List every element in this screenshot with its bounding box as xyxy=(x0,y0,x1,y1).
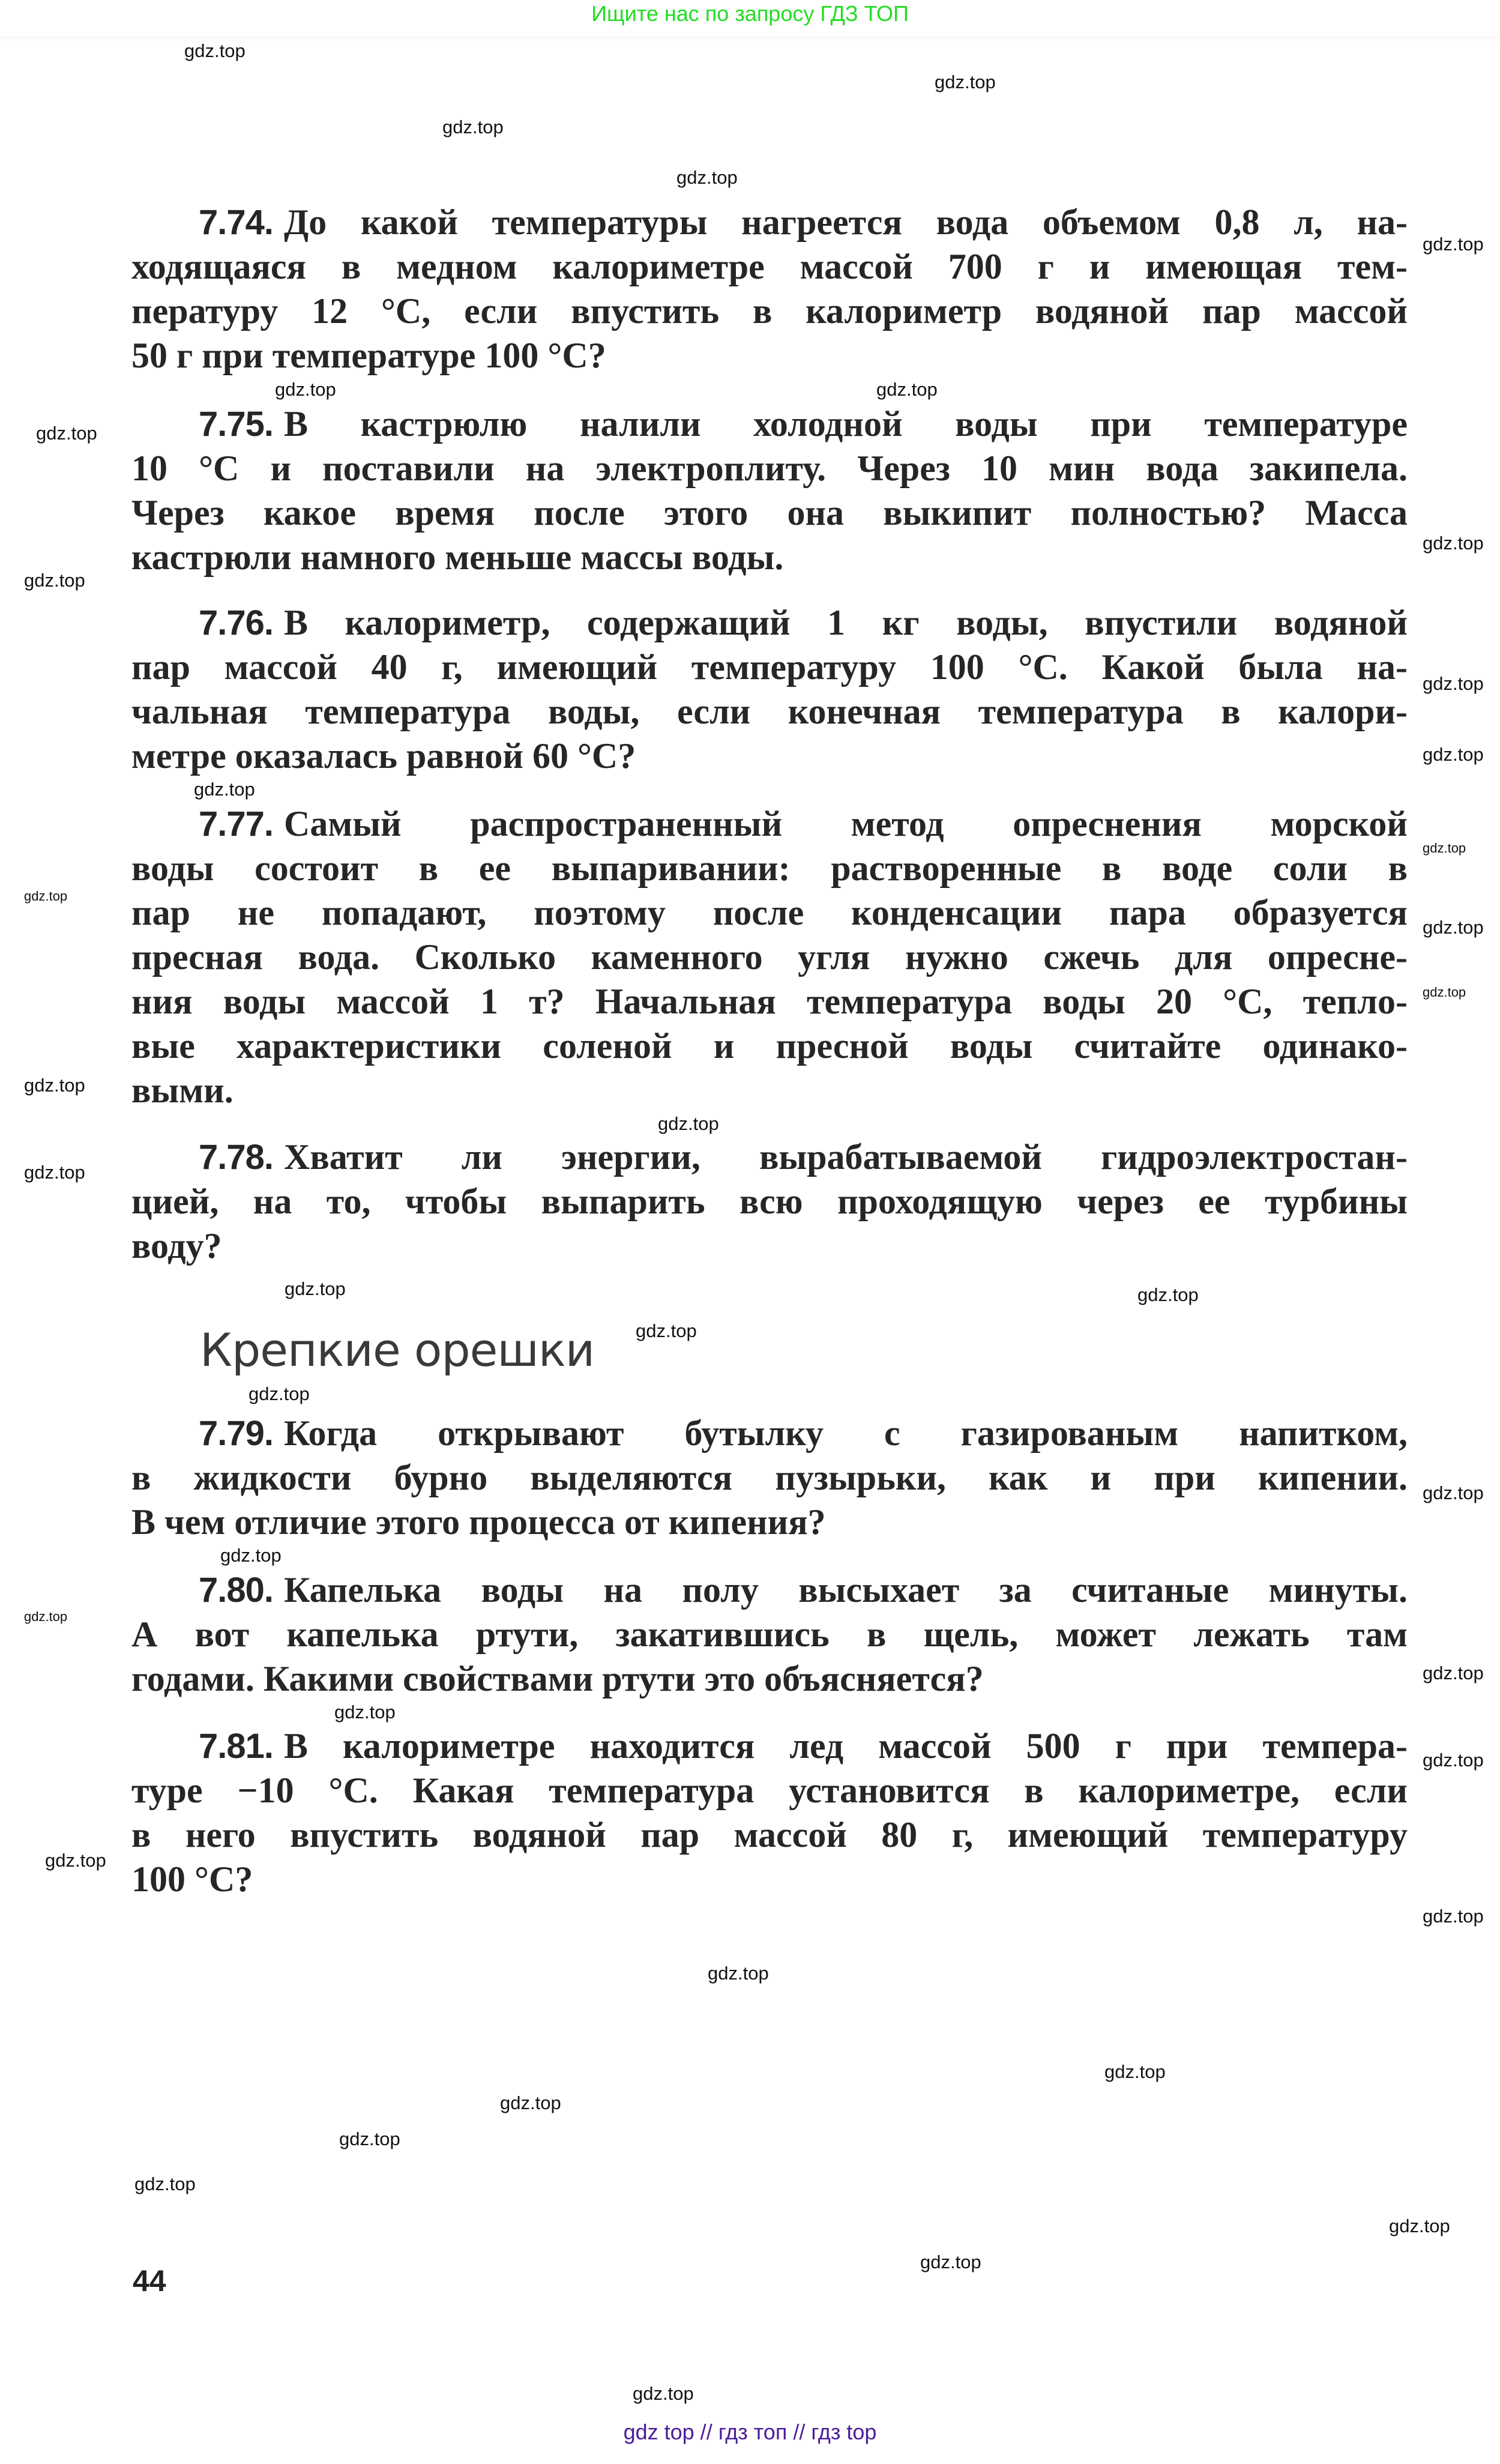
problem-number: 7.78. xyxy=(199,1138,273,1177)
search-hint-link[interactable]: Ищите нас по запросу ГДЗ ТОП xyxy=(591,1,909,26)
watermark-text: gdz.top xyxy=(36,423,97,444)
problem-text: В калориметре находится лед массой 500 г при темпера- xyxy=(284,1726,1408,1766)
watermark-text: gdz.top xyxy=(285,1278,346,1299)
watermark-text: gdz.top xyxy=(24,1075,85,1096)
watermark-text: gdz.top xyxy=(876,379,938,400)
watermark-text: gdz.top xyxy=(633,2383,694,2404)
problem-text-line xyxy=(131,333,1408,378)
problem-number: 7.81. xyxy=(199,1727,273,1766)
problem-text-line xyxy=(131,1656,1408,1701)
problem-text-line xyxy=(131,802,1408,846)
watermark-text: gdz.top xyxy=(1423,841,1466,856)
problem-text-line xyxy=(131,1024,1408,1068)
watermark-text: gdz.top xyxy=(708,1963,769,1984)
problem-text: Через какое время после этого она выкипит полностью? Масса xyxy=(131,493,1408,533)
problem-text: В калориметр, содержащий 1 кг воды, впустили водяной xyxy=(284,603,1408,642)
watermark-text: gdz.top xyxy=(24,570,85,591)
watermark-text: gdz.top xyxy=(1389,2215,1450,2236)
problem-text-line xyxy=(131,491,1408,535)
watermark-text: gdz.top xyxy=(334,1702,396,1723)
problem-text-line xyxy=(131,1768,1408,1813)
watermark-text: gdz.top xyxy=(24,889,68,904)
problem-text-line xyxy=(131,200,1408,244)
watermark-text: gdz.top xyxy=(339,2128,400,2149)
problem-text: 100 °С? xyxy=(131,1859,253,1899)
problem-text-line xyxy=(131,1813,1408,1857)
problem-text: вые характеристики соленой и пресной воды считайте одинако- xyxy=(131,1026,1408,1066)
problem-7-74 xyxy=(131,200,1408,378)
problem-7-80 xyxy=(131,1568,1408,1701)
watermark-text: gdz.top xyxy=(45,1850,106,1871)
problem-text: пературу 12 °С, если впустить в калориметр водяной пар массой xyxy=(131,291,1408,331)
watermark-text: gdz.top xyxy=(1423,1482,1484,1503)
problem-text: воды состоит в ее выпаривании: растворенные в воде соли в xyxy=(131,848,1408,888)
problem-text: цией, на то, чтобы выпарить всю проходящую через ее турбины xyxy=(131,1182,1408,1221)
problem-number: 7.76. xyxy=(199,603,273,642)
problem-text-line xyxy=(131,1224,1408,1268)
watermark-text: gdz.top xyxy=(184,40,245,61)
watermark-text: gdz.top xyxy=(1104,2061,1166,2082)
problem-text-line xyxy=(131,1500,1408,1544)
problem-text: Когда открывают бутылку с газированым напитком, xyxy=(284,1413,1408,1453)
watermark-text: gdz.top xyxy=(1423,985,1466,1000)
problem-text-line xyxy=(131,1612,1408,1656)
problem-text-line xyxy=(131,1568,1408,1612)
watermark-text: gdz.top xyxy=(1423,673,1484,694)
watermark-text: gdz.top xyxy=(1423,1906,1484,1927)
problem-text-line xyxy=(131,1455,1408,1500)
problem-number: 7.74. xyxy=(199,203,273,242)
problem-text: выми. xyxy=(131,1070,233,1110)
problem-text-line xyxy=(131,890,1408,935)
problem-text-line xyxy=(131,1857,1408,1901)
problem-text: Самый распространенный метод опреснения морской xyxy=(284,804,1408,844)
watermark-text: gdz.top xyxy=(935,71,996,92)
problem-text: пресная вода. Сколько каменного угля нужно сжечь для опресне- xyxy=(131,937,1408,977)
problem-number: 7.75. xyxy=(199,405,273,444)
problem-text: А вот капелька ртути, закатившись в щель, может лежать там xyxy=(131,1614,1408,1654)
watermark-text: gdz.top xyxy=(1423,1662,1484,1683)
problem-text: До какой температуры нагреется вода объемом 0,8 л, на- xyxy=(284,202,1408,242)
watermark-text: gdz.top xyxy=(442,116,504,137)
problem-text: ходящаяся в медном калориметре массой 700 г и имеющая тем- xyxy=(131,247,1408,286)
watermark-text: gdz.top xyxy=(920,2251,981,2272)
problem-text-line xyxy=(131,1411,1408,1455)
watermark-text: gdz.top xyxy=(1423,234,1484,255)
problem-text: годами. Какими свойствами ртути это объясняется? xyxy=(131,1659,984,1699)
problem-text-line xyxy=(131,734,1408,778)
problem-text: Хватит ли энергии, вырабатываемой гидроэлектростан- xyxy=(284,1137,1408,1177)
problem-text-line xyxy=(131,1068,1408,1113)
footer-links[interactable]: gdz top // гдз топ // гдз top xyxy=(623,2420,877,2444)
problem-text-line xyxy=(131,645,1408,689)
problem-text: пар не попадают, поэтому после конденсации пара образуется xyxy=(131,893,1408,932)
problem-text-line xyxy=(131,535,1408,579)
problem-text-line xyxy=(131,1179,1408,1224)
watermark-text: gdz.top xyxy=(248,1383,310,1404)
problem-number: 7.77. xyxy=(199,805,273,844)
watermark-text: gdz.top xyxy=(1423,1750,1484,1771)
problem-text: воду? xyxy=(131,1226,222,1266)
problem-text-line xyxy=(131,244,1408,289)
problem-text-line xyxy=(131,846,1408,890)
problem-7-76 xyxy=(131,600,1408,778)
watermark-text: gdz.top xyxy=(134,2173,196,2194)
problem-text: В чем отличие этого процесса от кипения? xyxy=(131,1502,826,1542)
watermark-text: gdz.top xyxy=(1423,533,1484,554)
problem-7-79 xyxy=(131,1411,1408,1544)
watermark-text: gdz.top xyxy=(500,2092,561,2113)
watermark-text: gdz.top xyxy=(275,379,336,400)
problem-text-line xyxy=(131,689,1408,734)
watermark-text: gdz.top xyxy=(1423,744,1484,765)
watermark-text: gdz.top xyxy=(194,779,255,800)
watermark-text: gdz.top xyxy=(24,1609,68,1624)
section-heading: Крепкие орешки xyxy=(200,1323,595,1377)
problem-text: чальная температура воды, если конечная температура в калори- xyxy=(131,692,1408,731)
problem-text: кастрюли намного меньше массы воды. xyxy=(131,537,784,577)
problem-text: пар массой 40 г, имеющий температуру 100 °С. Какой была на- xyxy=(131,647,1408,687)
problem-text: Капелька воды на полу высыхает за считаные минуты. xyxy=(284,1570,1408,1610)
problem-text-line xyxy=(131,600,1408,645)
problem-text: туре −10 °С. Какая температура установится в калориметре, если xyxy=(131,1771,1408,1810)
problem-text-line xyxy=(131,1724,1408,1768)
problem-text: 50 г при температуре 100 °С? xyxy=(131,336,606,375)
problem-7-78 xyxy=(131,1135,1408,1268)
problem-number: 7.80. xyxy=(199,1571,273,1610)
watermark-text: gdz.top xyxy=(676,167,738,188)
problem-text-line xyxy=(131,1135,1408,1179)
problem-text: в жидкости бурно выделяются пузырьки, как и при кипении. xyxy=(131,1458,1408,1497)
problem-text: метре оказалась равной 60 °С? xyxy=(131,736,636,776)
problem-text-line xyxy=(131,935,1408,979)
watermark-text: gdz.top xyxy=(1137,1284,1199,1305)
problem-text-line xyxy=(131,979,1408,1024)
problem-7-75 xyxy=(131,402,1408,579)
problem-text: ния воды массой 1 т? Начальная температура воды 20 °С, тепло- xyxy=(131,982,1408,1021)
problem-text-line xyxy=(131,289,1408,333)
watermark-text: gdz.top xyxy=(636,1320,697,1341)
problem-7-77 xyxy=(131,802,1408,1113)
watermark-text: gdz.top xyxy=(1423,917,1484,938)
problem-number: 7.79. xyxy=(199,1414,273,1453)
watermark-text: gdz.top xyxy=(24,1162,85,1183)
watermark-text: gdz.top xyxy=(220,1545,282,1566)
problem-text: в него впустить водяной пар массой 80 г, имеющий температуру xyxy=(131,1815,1408,1855)
page-number: 44 xyxy=(133,2264,166,2298)
problem-7-81 xyxy=(131,1724,1408,1901)
watermark-text: gdz.top xyxy=(658,1113,719,1134)
problem-text-line xyxy=(131,402,1408,446)
problem-text-line xyxy=(131,446,1408,491)
problem-text: 10 °С и поставили на электроплиту. Через 10 мин вода закипела. xyxy=(131,448,1408,488)
problem-text: В кастрюлю налили холодной воды при температуре xyxy=(284,404,1408,444)
